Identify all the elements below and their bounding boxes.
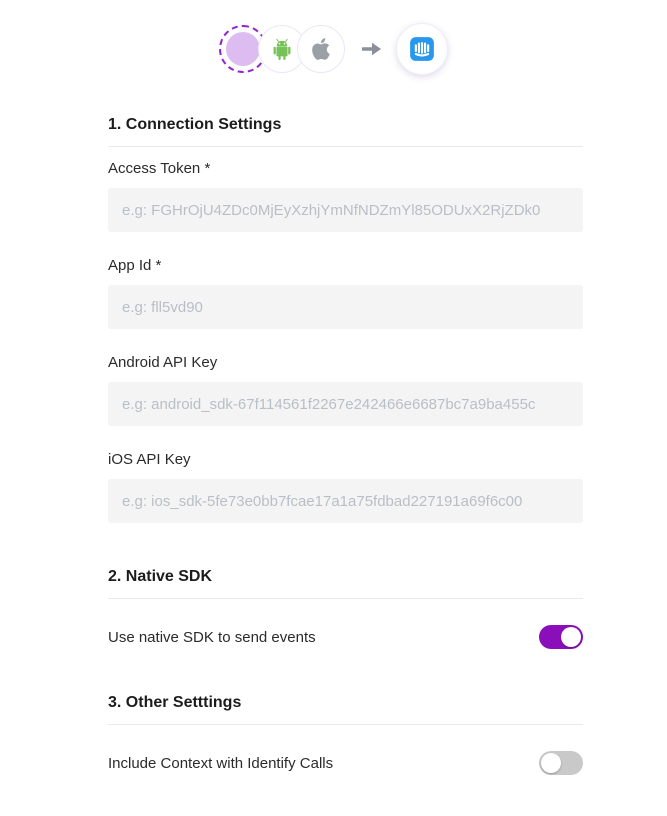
intercom-icon [396, 23, 448, 75]
android-api-key-input[interactable] [108, 382, 583, 426]
section-divider [108, 146, 583, 147]
access-token-field [108, 160, 583, 232]
app-id-input[interactable] [108, 285, 583, 329]
source-placeholder-dot [226, 32, 260, 66]
section-divider [108, 724, 583, 725]
include-context-toggle-label: Include Context with Identify Calls [108, 754, 334, 772]
access-token-input[interactable] [108, 188, 583, 232]
access-token-label: Access Token * [108, 160, 211, 177]
settings-form [108, 115, 583, 775]
toggle-knob [541, 753, 561, 773]
native-sdk-toggle[interactable] [539, 625, 583, 649]
include-context-toggle-row [108, 751, 583, 775]
ios-api-key-input[interactable] [108, 479, 583, 523]
section-title-other-settings: 3. Other Setttings [108, 694, 242, 711]
include-context-toggle[interactable] [539, 751, 583, 775]
integration-icon-row [0, 0, 667, 75]
app-id-label: App Id * [108, 257, 162, 274]
section-title-native-sdk: 2. Native SDK [108, 568, 213, 585]
apple-icon [297, 25, 345, 73]
native-sdk-toggle-label: Use native SDK to send events [108, 628, 316, 646]
native-sdk-toggle-row [108, 625, 583, 649]
section-divider [108, 598, 583, 599]
android-api-key-field [108, 354, 583, 426]
arrow-right-icon [361, 42, 382, 56]
android-api-key-label: Android API Key [108, 354, 218, 371]
toggle-knob [561, 627, 581, 647]
ios-api-key-field [108, 451, 583, 523]
app-id-field [108, 257, 583, 329]
section-title-connection-settings: 1. Connection Settings [108, 116, 282, 133]
ios-api-key-label: iOS API Key [108, 451, 191, 468]
